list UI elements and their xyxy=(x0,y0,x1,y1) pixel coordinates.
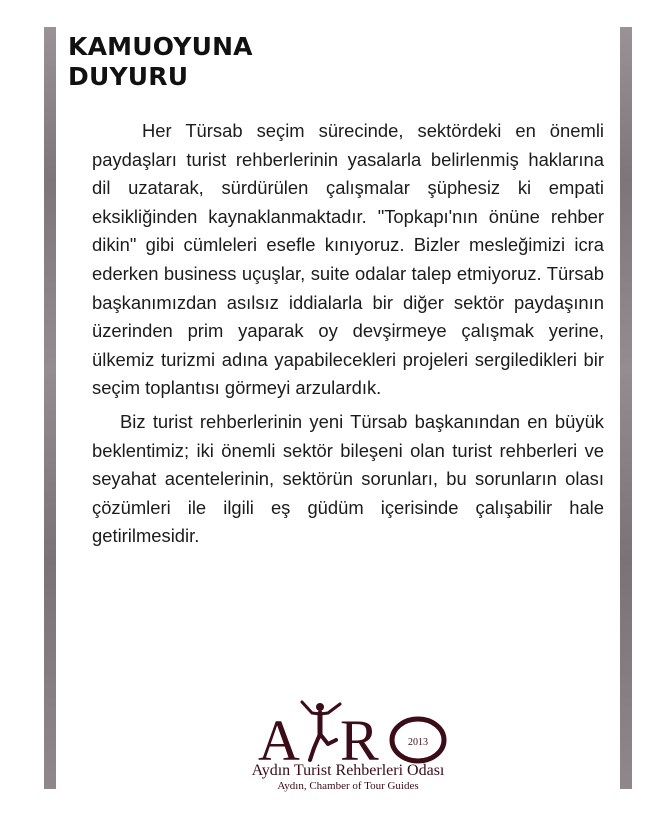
logo-year: 2013 xyxy=(408,737,428,748)
atro-logo xyxy=(240,698,456,798)
atro-logo-mark xyxy=(240,698,456,768)
logo-organization-name: Aydın Turist Rehberleri Odası xyxy=(251,762,445,779)
logo-letter-a: A xyxy=(258,708,300,768)
logo-letter-r: R xyxy=(340,708,379,768)
page-title xyxy=(68,32,253,92)
right-decorative-bar xyxy=(620,27,632,789)
announcement-body xyxy=(92,117,604,551)
left-decorative-bar xyxy=(44,27,56,789)
logo-organization-subtitle: Aydın, Chamber of Tour Guides xyxy=(277,780,419,792)
title-line-2: DUYURU xyxy=(68,62,189,91)
title-line-1: KAMUOYUNA xyxy=(68,32,253,61)
dancing-figure-icon xyxy=(302,702,340,760)
paragraph-1: Her Türsab seçim sürecinde, sektördeki en önemli paydaşları turist rehberlerinin yasalarla belirlenmiş haklarına dil uzatarak, sürdürülen çalışmalar şüphesiz ki empati eksikliğinden kaynaklanmaktadır. "Topkapı'nın önüne rehber dikin" gibi cümleleri esefle kınıyoruz. Bizler mesleğimizi icra ederken business uçuşlar, suite odalar talep etmiyoruz. Türsab başkanımızdan asılsız iddialarla bir diğer sektör paydaşının üzerinden prim yaparak oy devşirmeye çalışmak yerine, ülkemiz turizmi adına yapabilecekleri projeleri sergiledikleri bir seçim toplantısı görmeyi arzulardık. xyxy=(92,120,604,399)
paragraph-2: Biz turist rehberlerinin yeni Türsab başkanından en büyük beklentimiz; iki önemli sektör bileşeni olan turist rehberleri ve seyahat acentelerinin, sektörün sorunları, bu sorunların olası çözümleri ile ilgili eş güdüm içerisinde çalışabilir hale getirilmesidir. xyxy=(92,410,604,547)
